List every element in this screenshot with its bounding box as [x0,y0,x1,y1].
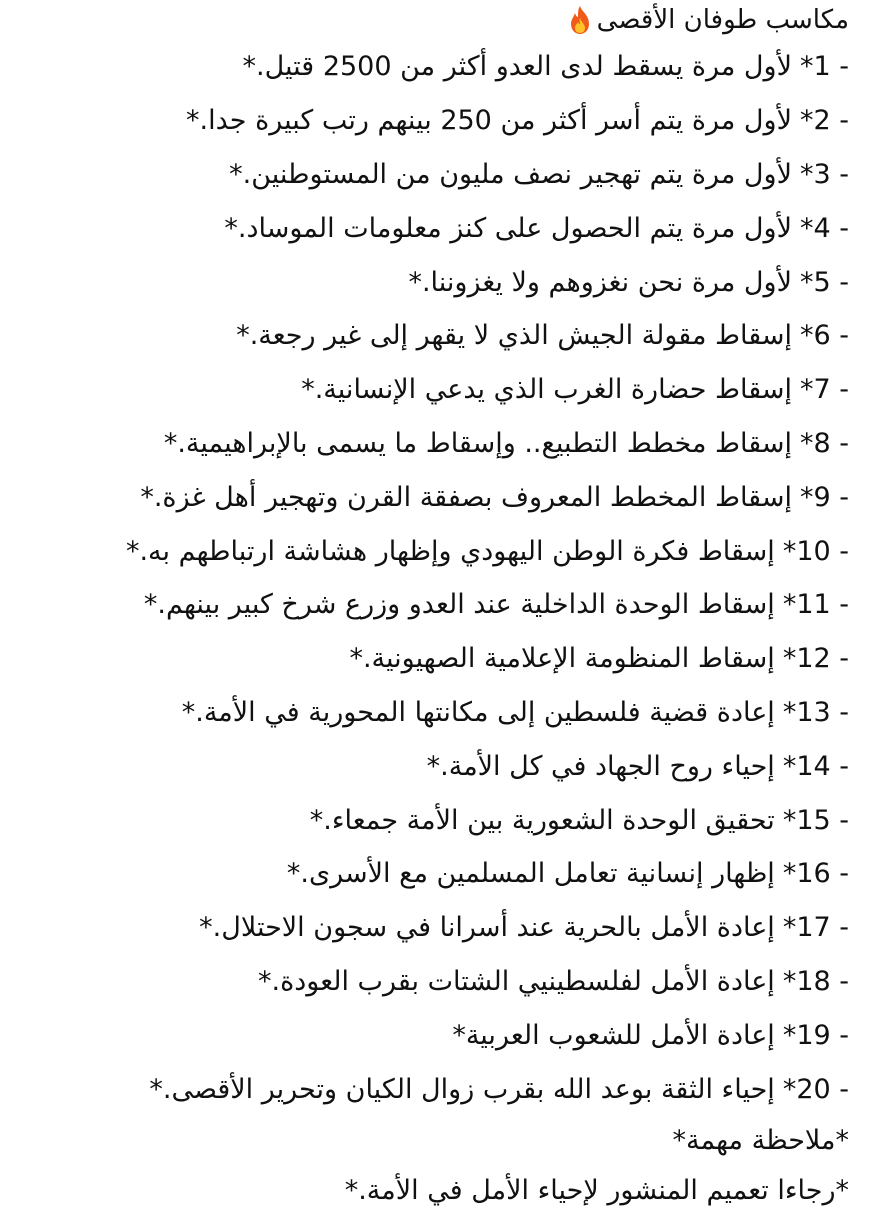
item-text: إظهار إنسانية تعامل المسلمين مع الأسرى.* [286,858,775,890]
list-item [20,94,849,148]
post-title: مكاسب طوفان الأقصى [596,5,849,35]
list-item [20,524,849,578]
item-text: إحياء الثقة بوعد الله بقرب زوال الكيان وتحرير الأقصى.* [149,1073,775,1105]
item-number: *1 - [799,51,849,83]
important-note-heading: *ملاحظة مهمة* [672,1125,849,1157]
item-number: *19 - [782,1019,849,1051]
item-number: *10 - [782,535,849,567]
list-item [20,793,849,847]
list-item [20,901,849,955]
list-item [20,1008,849,1062]
item-text: إعادة قضية فلسطين إلى مكانتها المحورية في الأمة.* [181,696,775,728]
item-text: لأول مرة نحن نغزوهم ولا يغزوننا.* [408,266,792,298]
item-number: *15 - [782,804,849,836]
list-item [20,309,849,363]
list-item [20,578,849,632]
item-number: *14 - [782,750,849,782]
list-item [20,40,849,94]
list-item [20,1062,849,1116]
item-number: *8 - [799,427,849,459]
list-item [20,255,849,309]
item-number: *4 - [799,212,849,244]
item-text: لأول مرة يسقط لدى العدو أكثر من 2500 قتيل.* [242,51,792,83]
list-item [20,847,849,901]
item-number: *13 - [782,696,849,728]
item-number: *18 - [782,965,849,997]
item-text: لأول مرة يتم أسر أكثر من 250 بينهم رتب كبيرة جدا.* [186,105,792,137]
item-text: إسقاط حضارة الغرب الذي يدعي الإنسانية.* [301,374,792,406]
item-number: *11 - [782,589,849,621]
list-item [20,148,849,202]
item-number: *3 - [799,158,849,190]
item-number: *9 - [799,481,849,513]
list-item [20,686,849,740]
item-number: *16 - [782,858,849,890]
item-text: تحقيق الوحدة الشعورية بين الأمة جمعاء.* [309,804,775,836]
fire-icon [567,5,593,35]
item-number: *20 - [782,1073,849,1105]
item-number: *2 - [799,105,849,137]
list-item [20,470,849,524]
item-number: *7 - [799,374,849,406]
item-text: إحياء روح الجهاد في كل الأمة.* [426,750,775,782]
list-item [20,201,849,255]
item-text: إسقاط الوحدة الداخلية عند العدو وزرع شرخ كبير بينهم.* [143,589,775,621]
item-text: إعادة الأمل لفلسطينيي الشتات بقرب العودة.* [258,965,775,997]
item-text: إسقاط المخطط المعروف بصفقة القرن وتهجير أهل غزة.* [140,481,792,513]
item-number: *5 - [799,266,849,298]
list-item [20,417,849,471]
gains-list [20,40,849,1116]
item-number: *6 - [799,320,849,352]
share-request-note: *رجاءا تعميم المنشور لإحياء الأمل في الأمة.* [344,1175,849,1207]
list-item [20,632,849,686]
item-text: إسقاط فكرة الوطن اليهودي وإظهار هشاشة ارتباطهم به.* [125,535,775,567]
item-text: إسقاط مقولة الجيش الذي لا يقهر إلى غير رجعة.* [236,320,792,352]
item-number: *17 - [782,912,849,944]
item-text: إسقاط مخطط التطبيع.. وإسقاط ما يسمى بالإبراهيمية.* [163,427,792,459]
list-item [20,363,849,417]
item-text: إسقاط المنظومة الإعلامية الصهيونية.* [349,643,775,675]
list-item [20,955,849,1009]
list-item [20,739,849,793]
item-text: لأول مرة يتم الحصول على كنز معلومات الموساد.* [224,212,792,244]
item-number: *12 - [782,643,849,675]
item-text: إعادة الأمل للشعوب العربية* [452,1019,775,1051]
item-text: إعادة الأمل بالحرية عند أسرانا في سجون الاحتلال.* [199,912,775,944]
post-title-row [20,0,849,40]
item-text: لأول مرة يتم تهجير نصف مليون من المستوطنين.* [229,158,792,190]
